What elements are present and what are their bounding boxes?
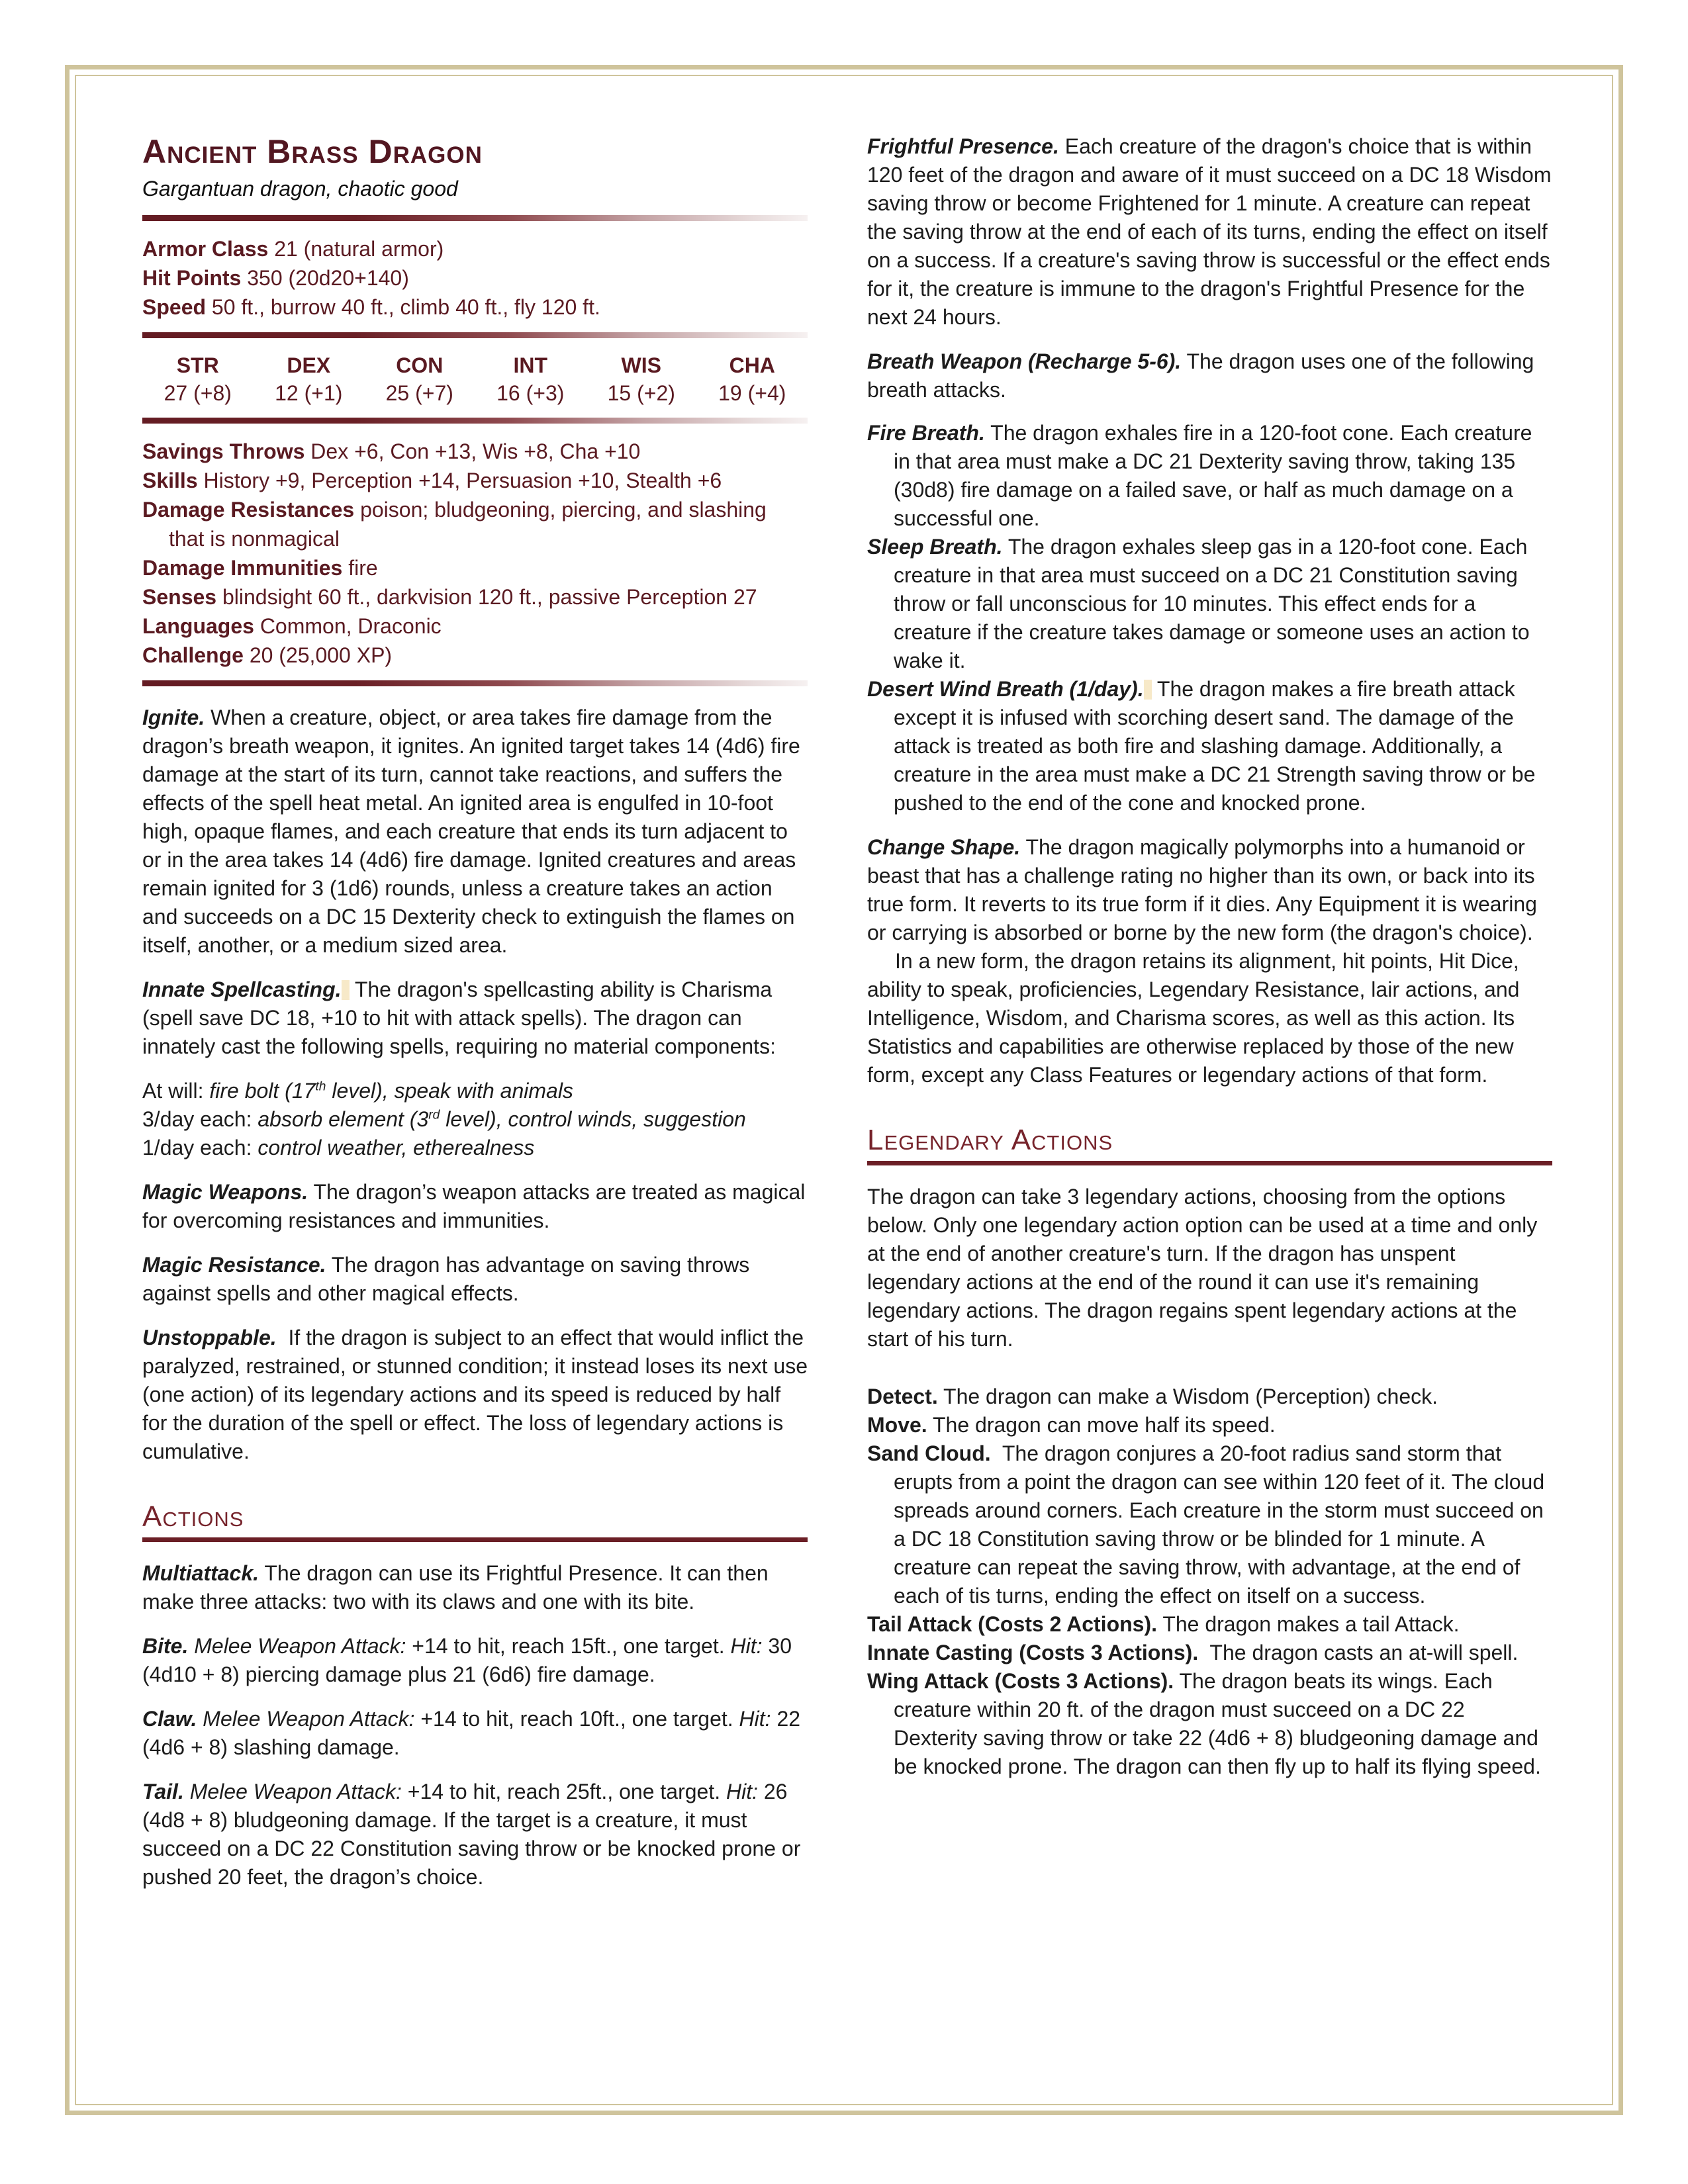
highlight-mark xyxy=(1144,680,1152,700)
armor-class-label: Armor Class xyxy=(142,237,269,261)
ability-wis: WIS 15 (+2) xyxy=(607,353,675,405)
spell-line-3-day: 3/day each: absorb element (3rd level), control winds, suggestion xyxy=(142,1107,746,1131)
creature-subtitle: Gargantuan dragon, chaotic good xyxy=(142,177,458,201)
left-column xyxy=(142,132,808,1891)
skills-line: Skills History +9, Perception +14, Persuasion +10, Stealth +6 xyxy=(142,469,722,492)
trait-innate-spellcasting: Innate Spellcasting. The dragon's spellcasting ability is Charisma (spell save DC 18, +10 to hit with attack spells). The dragon can innately cast the following spells, requiring no material components: xyxy=(142,978,776,1058)
trait-frightful-presence: Frightful Presence. Each creature of the dragon's choice that is within 120 feet of the dragon and aware of it must succeed on a DC 18 Wisdom saving throw or become Frightened for 1 minute. A creature can repeat the saving throw at the end of each of its turns, ending the effect on itself on a success. If a creature's saving throw is successful or the effect ends for it, the creature is immune to the dragon's Frightful Presence for the next 24 hours. xyxy=(867,134,1552,329)
legendary-wing-attack: Wing Attack (Costs 3 Actions). The dragon beats its wings. Each creature within 20 ft. of the dragon must succeed on a DC 22 Dexterity saving throw or take 22 (4d6 + 8) bludgeoning damage and be knocked prone. The dragon can then fly up to half its flying speed. xyxy=(867,1669,1541,1778)
ability-dex: DEX 12 (+1) xyxy=(275,353,343,405)
trait-magic-resistance: Magic Resistance. The dragon has advantage on saving throws against spells and other magical effects. xyxy=(142,1253,750,1305)
damage-resistances-line: Damage Resistances poison; bludgeoning, piercing, and slashing that is nonmagical xyxy=(142,498,767,551)
legendary-actions-heading: Legendary Actions xyxy=(867,1124,1552,1165)
legendary-actions-list xyxy=(867,1383,1552,1781)
trait-breath-weapon: Breath Weapon (Recharge 5-6). The dragon uses one of the following breath attacks. xyxy=(867,349,1534,402)
tapered-divider xyxy=(142,418,808,424)
speed-label: Speed xyxy=(142,295,207,319)
trait-unstoppable: Unstoppable. If the dragon is subject to an effect that would inflict the paralyzed, restrained, or stunned condition; it instead loses its next use (one action) of its legendary actions and its speed is reduced by half for the duration of the spell or effect. The loss of legendary actions is cumulative. xyxy=(142,1326,808,1463)
action-claw: Claw. Melee Weapon Attack: +14 to hit, reach 10ft., one target. Hit: 22 (4d6 + 8) slashing damage. xyxy=(142,1707,801,1759)
tapered-divider xyxy=(142,215,808,221)
armor-class-line xyxy=(142,234,808,263)
hit-points-label: Hit Points xyxy=(142,266,242,290)
breath-sleep: Sleep Breath. The dragon exhales sleep gas in a 120-foot cone. Each creature in that area must succeed on a DC 21 Constitution saving throw or fall unconscious for 10 minutes. This effect ends for a creature if the creature takes damage or someone uses an action to wake it. xyxy=(867,535,1530,672)
trait-magic-weapons: Magic Weapons. The dragon’s weapon attacks are treated as magical for overcoming resistances and immunities. xyxy=(142,1180,806,1232)
legendary-intro: The dragon can take 3 legendary actions, choosing from the options below. Only one legendary action option can be used at a time and only at the end of another creature's turn. If the dragon has unspent legendary actions at the end of the round it can use it's remaining legendary actions. The dragon regains spent legendary actions at the start of his turn. xyxy=(867,1185,1538,1351)
page-title: Ancient Brass Dragon xyxy=(142,133,483,170)
right-column xyxy=(867,132,1552,1781)
trait-ignite: Ignite. When a creature, object, or area takes fire damage from the dragon’s breath weapon, it ignites. An ignited target takes 14 (4d6) fire damage at the start of its turn, cannot take reactions, and suffers the effects of the spell heat metal. An ignited area is engulfed in 10-foot high, opaque flames, and each creature that ends its turn adjacent to or in the area takes 14 (4d6) fire damage. Ignited creatures and areas remain ignited for 3 (1d6) rounds, unless a creature takes an action and succeeds on a DC 15 Dexterity check to extinguish the flames on itself, another, or a medium sized area. xyxy=(142,705,800,957)
action-tail: Tail. Melee Weapon Attack: +14 to hit, reach 25ft., one target. Hit: 26 (4d8 + 8) bludgeoning damage. If the target is a creature, it must succeed on a DC 22 Constitution saving throw or be knocked prone or pushed 20 feet, the dragon’s choice. xyxy=(142,1780,801,1889)
legendary-tail-attack: Tail Attack (Costs 2 Actions). The dragon makes a tail Attack. xyxy=(867,1612,1460,1636)
breath-desert-wind: Desert Wind Breath (1/day). The dragon makes a fire breath attack except it is infused with scorching desert sand. The damage of the attack is treated as both fire and slashing damage. Additionally, a creature in the area must make a DC 21 Strength saving throw or be pushed to the end of the cone and knocked prone. xyxy=(867,677,1536,815)
senses-line: Senses blindsight 60 ft., darkvision 120 ft., passive Perception 27 xyxy=(142,585,757,609)
legendary-detect: Detect. The dragon can make a Wisdom (Perception) check. xyxy=(867,1385,1438,1408)
tapered-divider xyxy=(142,332,808,338)
trait-change-shape-continued: In a new form, the dragon retains its alignment, hit points, Hit Dice, ability to speak, proficiencies, Legendary Resistance, lair actions, and Intelligence, Wisdom, and Charisma scores, as well as this action. Its Statistics and capabilities are otherwise replaced by those of the new form, except any Class Features or legendary actions of that form. xyxy=(867,949,1520,1087)
innate-spell-list xyxy=(142,1077,808,1162)
legendary-move: Move. The dragon can move half its speed. xyxy=(867,1413,1276,1437)
ability-str: STR 27 (+8) xyxy=(164,353,232,405)
trait-change-shape: Change Shape. The dragon magically polymorphs into a humanoid or beast that has a challenge rating no higher than its own, or back into its true form. It reverts to its true form if it dies. Any Equipment it is wearing or carrying is absorbed or borne by the new form (the dragon's choice). xyxy=(867,835,1537,944)
action-multiattack: Multiattack. The dragon can use its Frightful Presence. It can then make three attacks: two with its claws and one with its bite. xyxy=(142,1561,769,1614)
action-bite: Bite. Melee Weapon Attack: +14 to hit, reach 15ft., one target. Hit: 30 (4d10 + 8) piercing damage plus 21 (6d6) fire damage. xyxy=(142,1634,792,1686)
actions-heading: Actions xyxy=(142,1500,808,1542)
spell-line-at-will: At will: fire bolt (17th level), speak with animals xyxy=(142,1079,573,1103)
highlight-mark xyxy=(342,980,350,1000)
hit-points-line xyxy=(142,263,808,293)
armor-class-value: 21 (natural armor) xyxy=(274,237,444,261)
speed-line xyxy=(142,293,808,322)
speed-value: 50 ft., burrow 40 ft., climb 40 ft., fly 120 ft. xyxy=(211,295,600,319)
hit-points-value: 350 (20d20+140) xyxy=(247,266,409,290)
tapered-divider xyxy=(142,680,808,686)
challenge-line: Challenge 20 (25,000 XP) xyxy=(142,643,393,667)
legendary-innate-casting: Innate Casting (Costs 3 Actions). The dragon casts an at-will spell. xyxy=(867,1641,1519,1664)
damage-immunities-line: Damage Immunities fire xyxy=(142,556,378,580)
ability-int: INT 16 (+3) xyxy=(496,353,565,405)
legendary-sand-cloud: Sand Cloud. The dragon conjures a 20-foot radius sand storm that erupts from a point the dragon can see within 120 feet of it. The cloud spreads around corners. Each creature in the storm must succeed on a DC 18 Constitution saving throw or be blinded for 1 minute. A creature can repeat the saving throw, with advantage, at the end of each of tis turns, ending the effect on itself on a success. xyxy=(867,1441,1545,1608)
spell-line-1-day: 1/day each: control weather, etherealness xyxy=(142,1136,535,1160)
languages-line: Languages Common, Draconic xyxy=(142,614,442,638)
breath-fire: Fire Breath. The dragon exhales fire in a 120-foot cone. Each creature in that area must make a DC 21 Dexterity saving throw, taking 135 (30d8) fire damage on a failed save, or half as much damage on a successful one. xyxy=(867,421,1532,530)
ability-cha: CHA 19 (+4) xyxy=(718,353,786,405)
ability-con: CON 25 (+7) xyxy=(385,353,453,405)
ability-scores-table xyxy=(142,351,808,407)
saving-throws-line: Savings Throws Dex +6, Con +13, Wis +8, Cha +10 xyxy=(142,439,641,463)
